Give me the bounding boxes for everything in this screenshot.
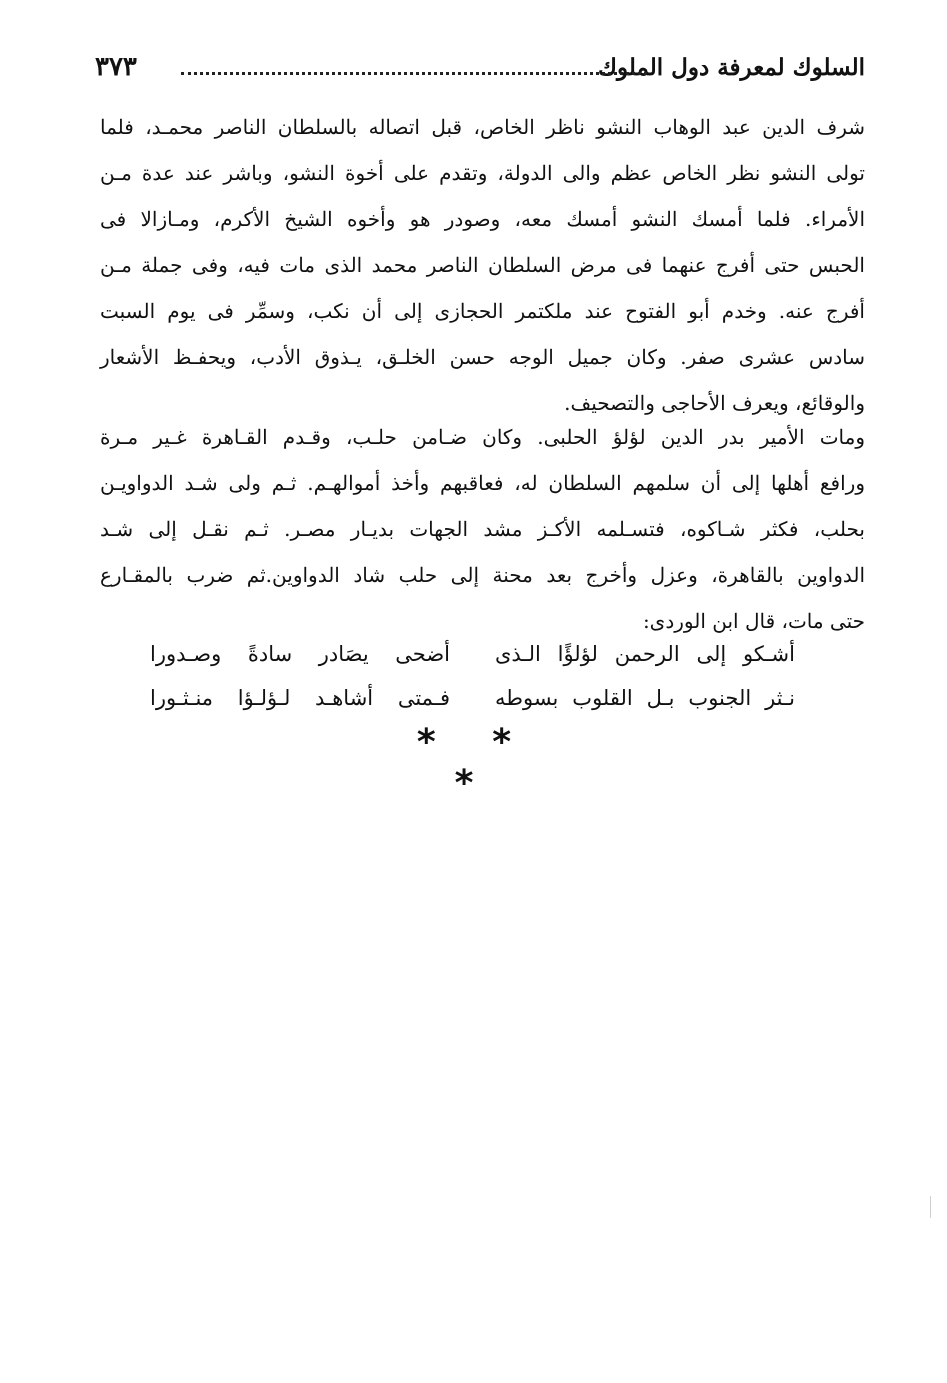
text-line: حتى مات، قال ابن الوردى:	[642, 609, 865, 633]
text-line: ورافع أهلها إلى أن سلمهم السلطان له، فعاقبهم وأخذ أموالهـم. ثـم ولى شـد الدواويـن	[100, 471, 865, 495]
text-line: الأمراء. فلما أمسك النشو أمسك معه، وصودر هو وأخوه الشيخ الأكرم، ومـازالا فى	[100, 207, 865, 231]
book-title: السلوك لمعرفة دول الملوك	[597, 54, 865, 81]
text-line: شرف الدين عبد الوهاب النشو ناظر الخاص، قبل اتصاله بالسلطان الناصر محمـد، فلما	[100, 115, 865, 139]
paragraph-1	[100, 104, 865, 426]
verse-first-hemistich: أشـكو إلى الرحمن لؤلؤًا الـذى	[495, 642, 795, 666]
scan-margin-mark	[930, 1196, 931, 1218]
text-line: الحبس حتى أفرج عنهما فى مرض السلطان الناصر محمد الذى مات فيه، وفى جملة مـن	[100, 253, 865, 277]
text-line: الدواوين بالقاهرة، وعزل وأخرج بعد محنة إلى حلب شاد الدواوين.ثم ضرب بالمقـارع	[100, 563, 865, 587]
header-leader-dots	[181, 72, 647, 75]
verse-first-hemistich: نـثر الجنوب بـل القلوب بسوطه	[495, 686, 795, 710]
text-line: ومات الأمير بدر الدين لؤلؤ الحلبى. وكان ضـامن حلـب، وقـدم القـاهرة غـير مـرة	[100, 425, 865, 449]
poem	[150, 632, 795, 720]
poem-verse	[150, 632, 795, 676]
section-end-asterisks: * * *	[416, 722, 534, 804]
paragraph-2	[100, 414, 865, 644]
text-line: سادس عشرى صفر. وكان جميل الوجه حسن الخلـق، يـذوق الأدب، ويحفـظ الأشعار	[100, 345, 865, 369]
verse-second-hemistich: فـمتى أشاهـد لـؤلـؤا منـثـورا	[150, 686, 450, 710]
page-number: ٣٧٣	[95, 52, 137, 82]
text-line: أفرج عنه. وخدم أبو الفتوح عند ملكتمر الحجازى إلى أن نكب، وسمِّر فى يوم السبت	[100, 299, 865, 323]
poem-verse	[150, 676, 795, 720]
text-line: تولى النشو نظر الخاص عظم والى الدولة، وتقدم على أخوة النشو، وباشر عند عدة مـن	[100, 161, 865, 185]
text-line: والوقائع، ويعرف الأحاجى والتصحيف.	[564, 391, 865, 415]
running-header	[95, 44, 865, 102]
text-line: بحلب، فكثر شـاكوه، فتسـلمه الأكـز مشد الجهات بديـار مصـر. ثـم نقـل إلى شـد	[100, 517, 865, 541]
verse-second-hemistich: أضحى يصَادر سادةً وصـدورا	[150, 642, 450, 666]
